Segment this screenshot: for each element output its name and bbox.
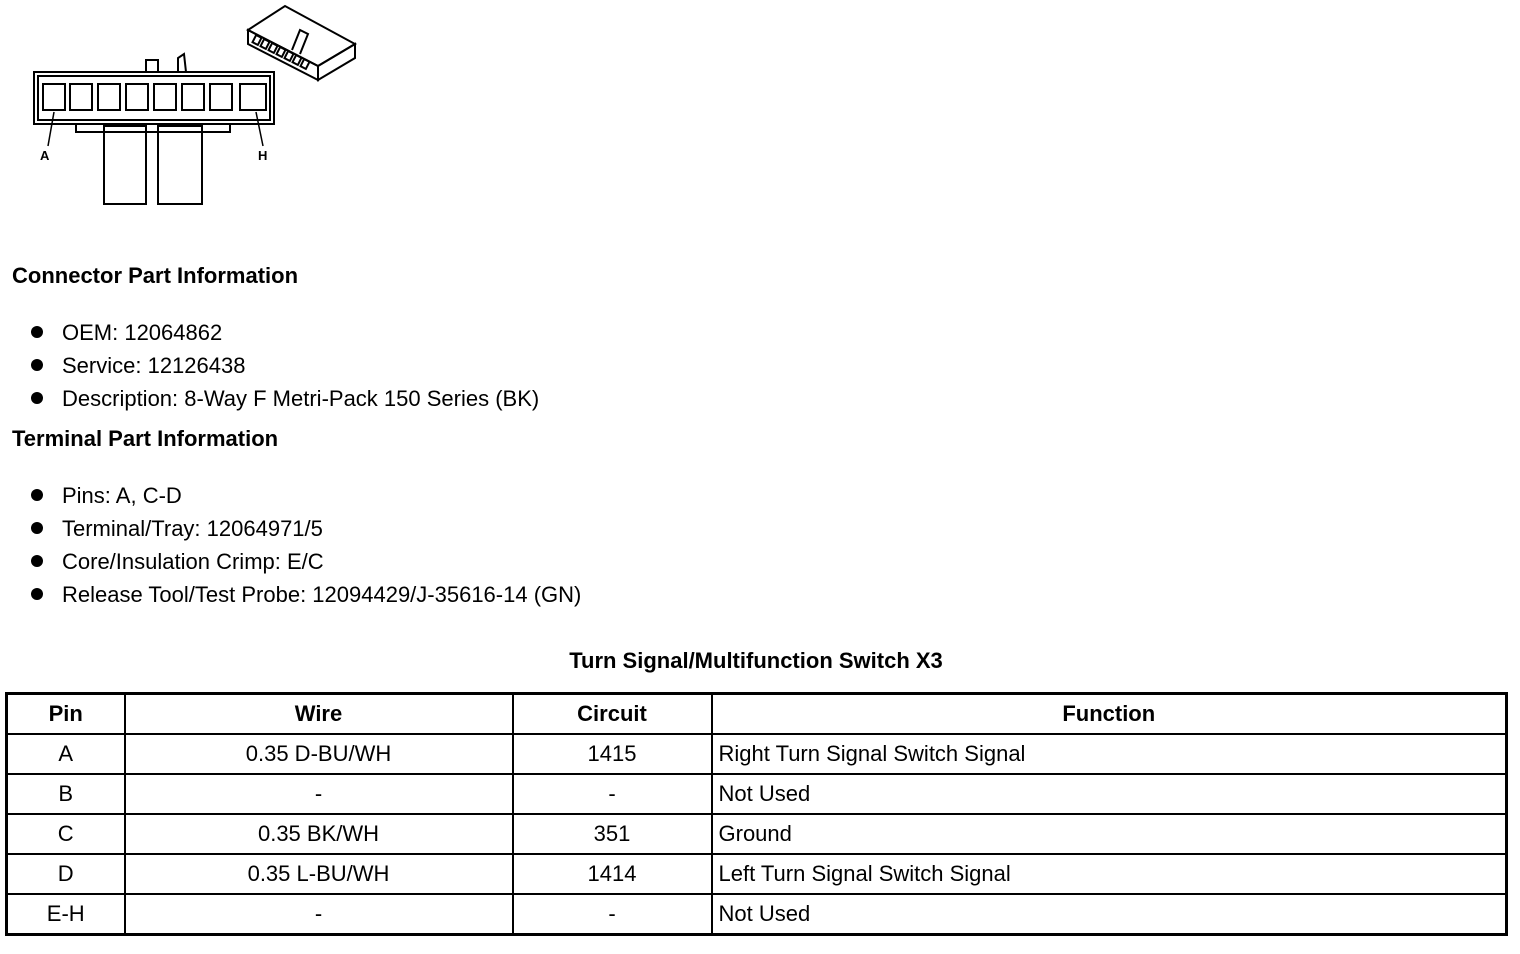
bullet-icon [31,326,43,338]
function-cell: Ground [712,814,1507,854]
list-item: Release Tool/Test Probe: 12094429/J-35616-14 (GN) [28,578,581,611]
circuit-cell: - [513,894,712,935]
table-header-row [7,694,1507,735]
wire-cell: - [125,774,513,814]
column-header-function: Function [712,694,1507,735]
wire-cell: 0.35 D-BU/WH [125,734,513,774]
function-cell: Left Turn Signal Switch Signal [712,854,1507,894]
table-row [7,894,1507,935]
connector-part-heading: Connector Part Information [12,263,299,288]
terminal-part-heading: Terminal Part Information [12,426,279,451]
bullet-icon [31,359,43,371]
bullet-icon [31,555,43,567]
list-item: Service: 12126438 [28,349,539,382]
function-cell: Right Turn Signal Switch Signal [712,734,1507,774]
column-header-circuit: Circuit [513,694,712,735]
terminal-part-list [28,479,581,611]
pin-cell: C [7,814,125,854]
table-title: Turn Signal/Multifunction Switch X3 [569,648,943,673]
table-row [7,774,1507,814]
list-item: Core/Insulation Crimp: E/C [28,545,581,578]
pin-cell: B [7,774,125,814]
pinout-table [5,692,1508,936]
column-header-wire: Wire [125,694,513,735]
bullet-icon [31,522,43,534]
circuit-cell: 1415 [513,734,712,774]
connector-iso-view [248,6,355,80]
circuit-cell: 351 [513,814,712,854]
column-header-pin: Pin [7,694,125,735]
connector-part-list [28,316,539,415]
function-cell: Not Used [712,774,1507,814]
list-item: Pins: A, C-D [28,479,581,512]
circuit-cell: - [513,774,712,814]
pin-label-a: A [40,148,50,163]
connector-front-view [34,54,274,204]
bullet-icon [31,489,43,501]
table-row [7,854,1507,894]
table-row [7,814,1507,854]
list-item: OEM: 12064862 [28,316,539,349]
circuit-cell: 1414 [513,854,712,894]
list-item: Description: 8-Way F Metri-Pack 150 Series (BK) [28,382,539,415]
wire-cell: 0.35 BK/WH [125,814,513,854]
wire-cell: 0.35 L-BU/WH [125,854,513,894]
pin-cell: E-H [7,894,125,935]
bullet-icon [31,392,43,404]
pin-label-h: H [258,148,268,163]
bullet-icon [31,588,43,600]
connector-diagram [0,0,380,215]
table-row [7,734,1507,774]
wire-cell: - [125,894,513,935]
function-cell: Not Used [712,894,1507,935]
list-item: Terminal/Tray: 12064971/5 [28,512,581,545]
pin-cell: A [7,734,125,774]
pin-cell: D [7,854,125,894]
